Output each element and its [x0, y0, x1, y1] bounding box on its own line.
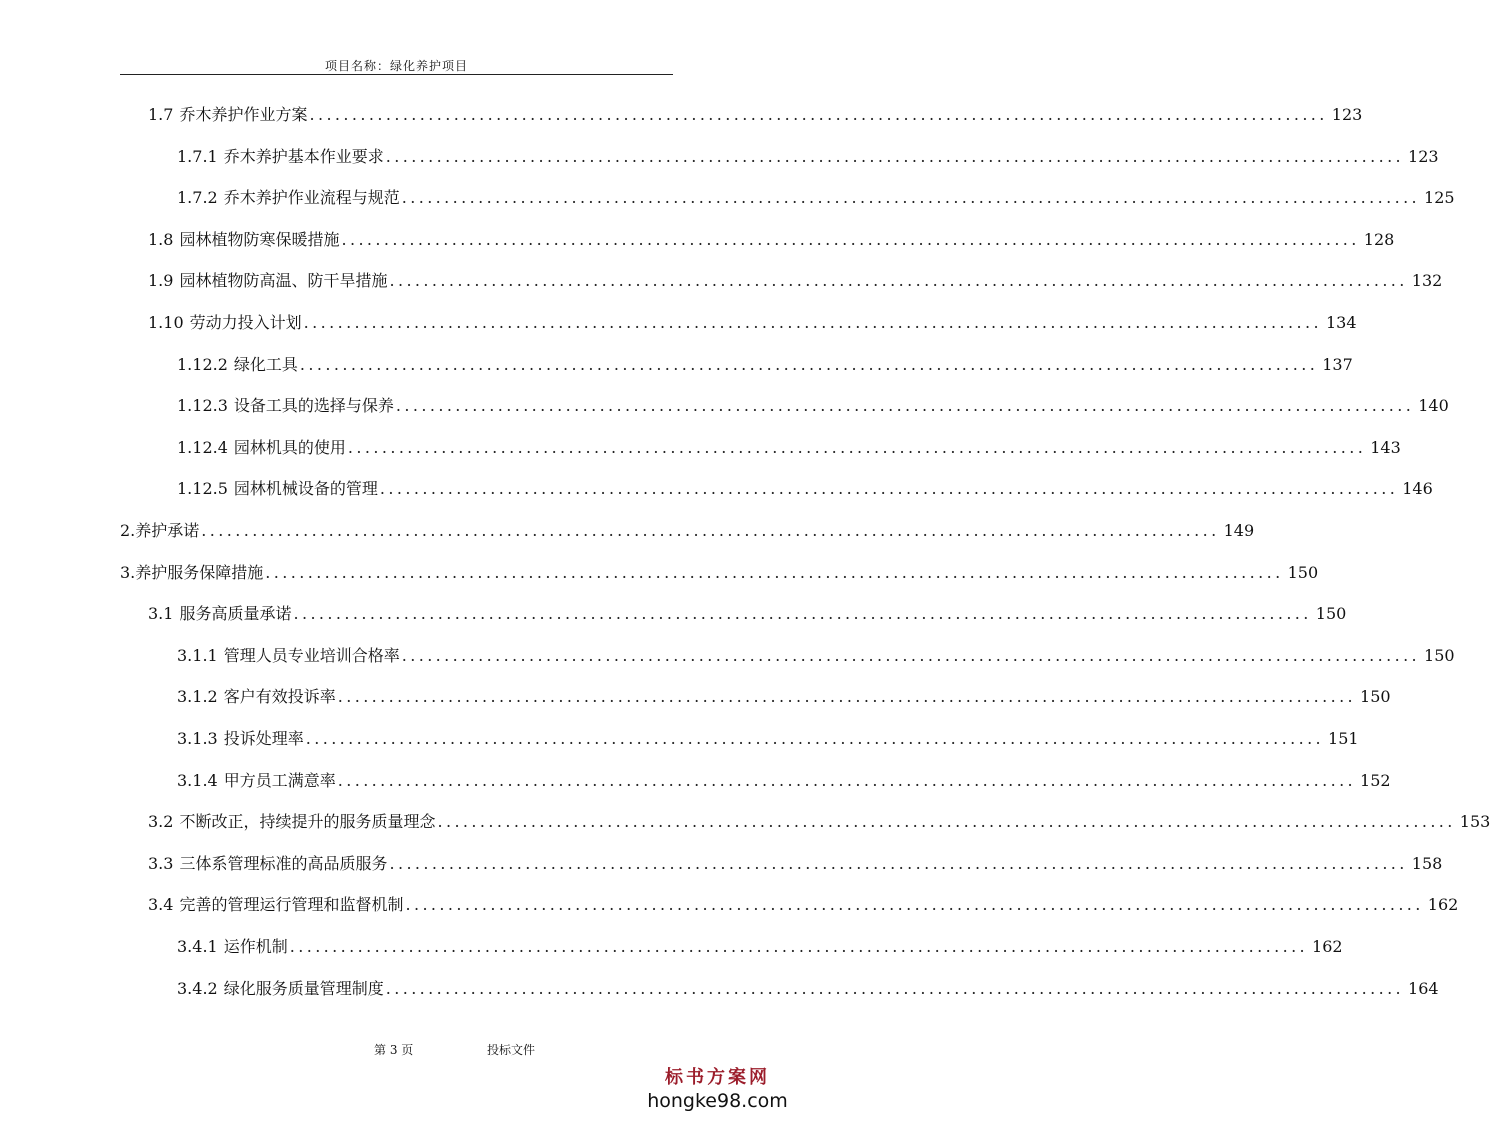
toc-entry-page: 152 [1360, 770, 1391, 790]
toc-entry-number: 3.4.1 [177, 937, 218, 956]
toc-entry-page: 134 [1325, 313, 1357, 332]
toc-dot-leader: ........................................................................................................................ [309, 105, 1328, 124]
toc-entry-number: 3.2 [148, 812, 174, 832]
toc-dot-leader: ........................................................................................................................ [337, 770, 1357, 790]
toc-entry-title: 园林机具的使用 [233, 437, 346, 457]
toc-entry-number: 1.12.3 [177, 396, 228, 416]
toc-entry-label [177, 142, 384, 172]
toc-entry-page: 143 [1370, 437, 1401, 457]
toc-entry [177, 974, 1439, 1004]
toc-entry-title: 设备工具的选择与保养 [233, 396, 394, 416]
toc-entry [177, 641, 1455, 671]
toc-entry [148, 100, 1363, 130]
toc-entry-label [177, 350, 298, 380]
toc-entry-label [177, 974, 384, 1004]
toc-entry-title: 三体系管理标准的高品质服务 [179, 853, 388, 873]
header-title: 项目名称：绿化养护项目 [324, 59, 468, 73]
toc-entry-title: 园林植物防寒保暖措施 [179, 229, 340, 249]
toc-entry-number: 1.7.2 [177, 188, 218, 208]
toc-entry [148, 807, 1490, 837]
toc-dot-leader: ........................................................................................................................ [395, 396, 1415, 416]
toc-entry-page: 153 [1459, 812, 1490, 832]
toc-entry-label [148, 225, 339, 255]
toc-dot-leader: ........................................................................................................................ [337, 687, 1357, 707]
toc-entry [177, 433, 1401, 463]
header-divider [120, 74, 673, 75]
toc-entry-title: 养护服务保障措施 [135, 562, 264, 582]
toc-entry-page: 151 [1328, 729, 1359, 748]
toc-entry-number: 3.1.3 [177, 729, 218, 748]
toc-dot-leader: ........................................................................................................................ [341, 229, 1360, 249]
toc-entry-label [148, 890, 403, 920]
toc-entry-label [148, 100, 307, 130]
toc-entry [177, 724, 1359, 754]
toc-entry-number: 1.10 [148, 313, 184, 332]
toc-entry-number: 3. [120, 562, 136, 582]
toc-entry-number: 1.12.5 [177, 479, 228, 499]
toc-entry-page: 164 [1408, 978, 1439, 998]
toc-entry-title: 不断改正，持续提升的服务质量理念 [179, 812, 436, 832]
toc-entry [177, 682, 1391, 712]
toc-dot-leader: ........................................................................................................................ [293, 604, 1312, 624]
toc-entry-number: 1.9 [148, 271, 174, 291]
toc-entry-page: 140 [1418, 396, 1449, 416]
toc-entry-page: 158 [1411, 853, 1443, 873]
toc-entry-label [120, 558, 263, 588]
toc-entry-title: 乔木养护作业流程与规范 [223, 188, 400, 208]
toc-entry [177, 932, 1343, 962]
toc-entry-title: 服务高质量承诺 [179, 604, 292, 624]
toc-entry [148, 599, 1347, 629]
toc-dot-leader: ........................................................................................................................ [437, 812, 1456, 832]
toc-entry-title: 完善的管理运行管理和监督机制 [179, 895, 404, 915]
toc-entry-number: 3.3 [148, 853, 174, 873]
toc-entry-page: 128 [1363, 229, 1395, 249]
toc-entry-number: 1.12.4 [177, 437, 228, 457]
toc-entry-label [177, 766, 336, 796]
toc-entry [177, 474, 1433, 504]
toc-entry-number: 3.1.2 [177, 687, 218, 707]
toc-entry-title: 绿化服务质量管理制度 [223, 978, 384, 998]
watermark-name: 标书方案网 [665, 1067, 770, 1088]
toc-dot-leader: ........................................................................................................................ [265, 562, 1284, 582]
toc-dot-leader: ........................................................................................................................ [405, 895, 1424, 915]
toc-dot-leader: ........................................................................................................................ [389, 853, 1408, 873]
toc-entry-number: 1.7 [148, 105, 174, 124]
toc-entry-label [177, 682, 336, 712]
toc-entry-title: 乔木养护基本作业要求 [223, 146, 384, 166]
toc-entry [177, 391, 1449, 421]
watermark-url: hongke98.com [647, 1090, 788, 1112]
toc-entry [148, 890, 1459, 920]
toc-dot-leader: ........................................................................................................................ [379, 479, 1399, 499]
toc-dot-leader: ........................................................................................................................ [385, 978, 1405, 998]
toc-entry-page: 150 [1424, 645, 1455, 665]
toc-entry-title: 劳动力投入计划 [189, 313, 302, 332]
toc-entry-number: 3.1 [148, 604, 174, 624]
toc-entry-label [177, 433, 346, 463]
toc-dot-leader: ........................................................................................................................ [289, 937, 1309, 956]
toc-entry-label [120, 516, 199, 546]
toc-entry-label [148, 266, 387, 296]
toc-entry [148, 225, 1395, 255]
toc-entry-label [177, 391, 394, 421]
toc-entry-page: 137 [1322, 354, 1353, 374]
toc-entry-page: 150 [1287, 562, 1319, 582]
toc-entry-label [148, 599, 291, 629]
toc-entry-title: 投诉处理率 [223, 729, 304, 748]
toc-entry-number: 2. [120, 521, 136, 540]
toc-entry-number: 1.8 [148, 229, 174, 249]
toc-entry [177, 183, 1455, 213]
toc-dot-leader: ........................................................................................................................ [385, 146, 1405, 166]
toc-dot-leader: ........................................................................................................................ [401, 188, 1421, 208]
toc-entry-page: 132 [1411, 271, 1443, 291]
toc-entry-label [177, 932, 288, 962]
toc-entry-page: 123 [1408, 146, 1439, 166]
toc-dot-leader: ........................................................................................................................ [305, 729, 1325, 748]
toc-entry [177, 766, 1391, 796]
toc-entry [120, 516, 1255, 546]
toc-entry [120, 558, 1319, 588]
toc-entry-title: 甲方员工满意率 [223, 770, 336, 790]
toc-entry-page: 150 [1315, 604, 1347, 624]
toc-entry-page: 162 [1427, 895, 1459, 915]
toc-entry-number: 3.1.4 [177, 770, 218, 790]
toc-entry-title: 客户有效投诉率 [223, 687, 336, 707]
toc-entry-page: 123 [1331, 105, 1363, 124]
toc-dot-leader: ........................................................................................................................ [303, 313, 1322, 332]
footer-document-label: 投标文件 [487, 1043, 536, 1057]
toc-entry-label [177, 641, 400, 671]
toc-dot-leader: ........................................................................................................................ [299, 354, 1319, 374]
toc-entry [177, 350, 1353, 380]
toc-entry-title: 园林植物防高温、防干旱措施 [179, 271, 388, 291]
toc-entry-number: 3.4.2 [177, 978, 218, 998]
toc-entry-label [148, 849, 387, 879]
toc-entry-title: 绿化工具 [233, 354, 298, 374]
toc-entry-number: 1.12.2 [177, 354, 228, 374]
toc-dot-leader: ........................................................................................................................ [401, 645, 1421, 665]
toc-entry-page: 162 [1312, 937, 1343, 956]
toc-entry [148, 849, 1443, 879]
toc-entry-label [177, 474, 378, 504]
toc-entry-label [148, 308, 302, 338]
toc-entry-page: 146 [1402, 479, 1433, 499]
toc-entry-title: 管理人员专业培训合格率 [223, 645, 400, 665]
toc-entry-number: 3.1.1 [177, 645, 218, 665]
footer-page-number: 第 3 页 [374, 1043, 414, 1057]
toc-entry [148, 308, 1357, 338]
toc-entry-title: 乔木养护作业方案 [179, 105, 308, 124]
toc-dot-leader: ........................................................................................................................ [389, 271, 1408, 291]
toc-entry-number: 3.4 [148, 895, 174, 915]
toc-entry-label [148, 807, 435, 837]
toc-entry-page: 125 [1424, 188, 1455, 208]
site-watermark [642, 1067, 793, 1113]
toc-entry-page: 150 [1360, 687, 1391, 707]
toc-entry-label [177, 183, 400, 213]
toc-entry-title: 养护承诺 [135, 521, 200, 540]
toc-dot-leader: ........................................................................................................................ [347, 437, 1367, 457]
toc-entry [177, 142, 1439, 172]
toc-entry [148, 266, 1443, 296]
toc-entry-label [177, 724, 304, 754]
toc-dot-leader: ........................................................................................................................ [201, 521, 1220, 540]
toc-entry-title: 园林机械设备的管理 [233, 479, 378, 499]
toc-entry-page: 149 [1223, 521, 1255, 540]
toc-entry-title: 运作机制 [223, 937, 288, 956]
toc-entry-number: 1.7.1 [177, 146, 218, 166]
